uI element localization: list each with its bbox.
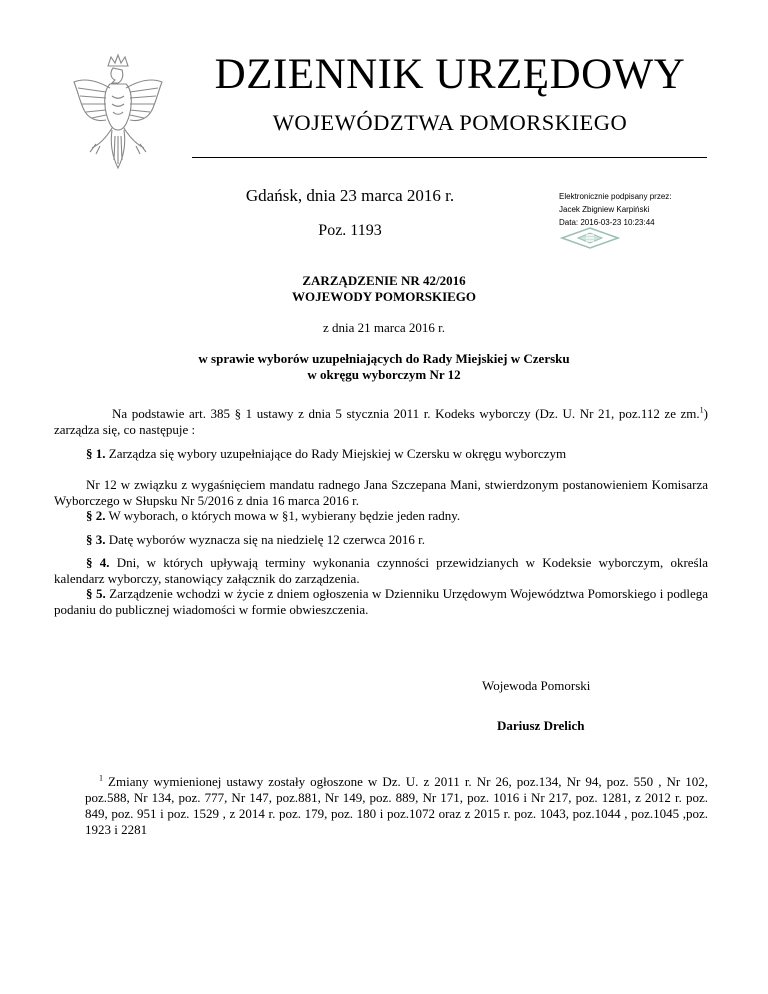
footnote: $^1$ Zmiany wymienionej ustawy zostały ogłoszone w Dz. U. z 2011 r. Nr 26, poz.134, Nr 94, poz. 550 , Nr 102, poz.588, Nr 134, poz. 777, Nr 147, poz.881, Nr 149, poz. 889, Nr 171, poz. 1016 i Nr 217, poz. 1281, z 2012 r. poz. 849, poz. 951 i poz. 1529 , z 2014 r. poz. 179, poz. 180 i poz.1072 oraz z 2015 r. poz. 1043, poz.1044 , poz.1045 ,poz. 1923 i 2281 [85, 773, 709, 837]
position-number: Poz. 1193 [318, 222, 382, 239]
section-3-label: § 3. [86, 532, 106, 547]
section-4: § 4. Dni, w których upływają terminy wykonania czynności przewidzianych w Kodeksie wyborczym, określa kalendarz wyborczy, stanowiący załącznik do zarządzenia. [54, 555, 708, 586]
journal-title: DZIENNIK URZĘDOWY [214, 51, 686, 98]
section-4-label: § 4. [86, 555, 110, 570]
e-signature-logo-icon [560, 226, 620, 250]
section-3: § 3. Datę wyborów wyznacza się na niedzielę 12 czerwca 2016 r. [86, 532, 425, 547]
act-issuer: WOJEWODY POMORSKIEGO [291, 289, 477, 304]
electronic-signature-block [559, 190, 719, 229]
header-divider [192, 157, 707, 158]
section-2: § 2. W wyborach, o których mowa w §1, wybierany będzie jeden radny. [86, 508, 461, 523]
date-place: Gdańsk, dnia 23 marca 2016 r. [245, 186, 455, 205]
section-5-label: § 5. [86, 586, 106, 601]
section-1-continuation: Nr 12 w związku z wygaśnięciem mandatu radnego Jana Szczepana Mani, stwierdzonym postanowieniem Komisarza Wyborczego w Słupsku Nr 5/2016 z dnia 16 marca 2016 r. [54, 477, 708, 508]
section-2-label: § 2. [86, 508, 106, 523]
section-1: § 1. Zarządza się wybory uzupełniające do Rady Miejskiej w Czersku w okręgu wyborczym [86, 446, 567, 461]
section-1-label: § 1. [86, 446, 106, 461]
act-date: z dnia 21 marca 2016 r. [322, 320, 445, 335]
footnote-mark: 1 [99, 773, 103, 783]
signature-line-3: Data: 2016-03-23 10:23:44 [559, 218, 655, 227]
intro-paragraph: Na podstawie art. 385 § 1 ustawy z dnia 5 stycznia 2011 r. Kodeks wyborczy (Dz. U. Nr 21, poz.112 ze zm.$^1$) zarządza się, co następuje : [54, 405, 708, 437]
act-subject-line-2: w okręgu wyborczym Nr 12 [307, 367, 461, 382]
journal-subtitle: WOJEWÓDZTWA POMORSKIEGO [272, 110, 628, 135]
act-title: ZARZĄDZENIE NR 42/2016 [302, 273, 466, 288]
section-5: § 5. Zarządzenie wchodzi w życie z dniem ogłoszenia w Dzienniku Urzędowym Województwa Pomorskiego i podlega podaniu do publicznej wiadomości w formie obwieszczenia. [54, 586, 709, 617]
signatory-name: Dariusz Drelich [497, 718, 585, 733]
act-subject-line-1: w sprawie wyborów uzupełniających do Rady Miejskiej w Czersku [198, 351, 570, 366]
signature-line-2: Jacek Zbigniew Karpiński [559, 205, 650, 214]
footnote-ref: 1 [699, 405, 704, 415]
signatory-office: Wojewoda Pomorski [482, 678, 591, 693]
polish-eagle-emblem-icon [66, 52, 170, 180]
signature-line-1: Elektronicznie podpisany przez: [559, 192, 672, 201]
